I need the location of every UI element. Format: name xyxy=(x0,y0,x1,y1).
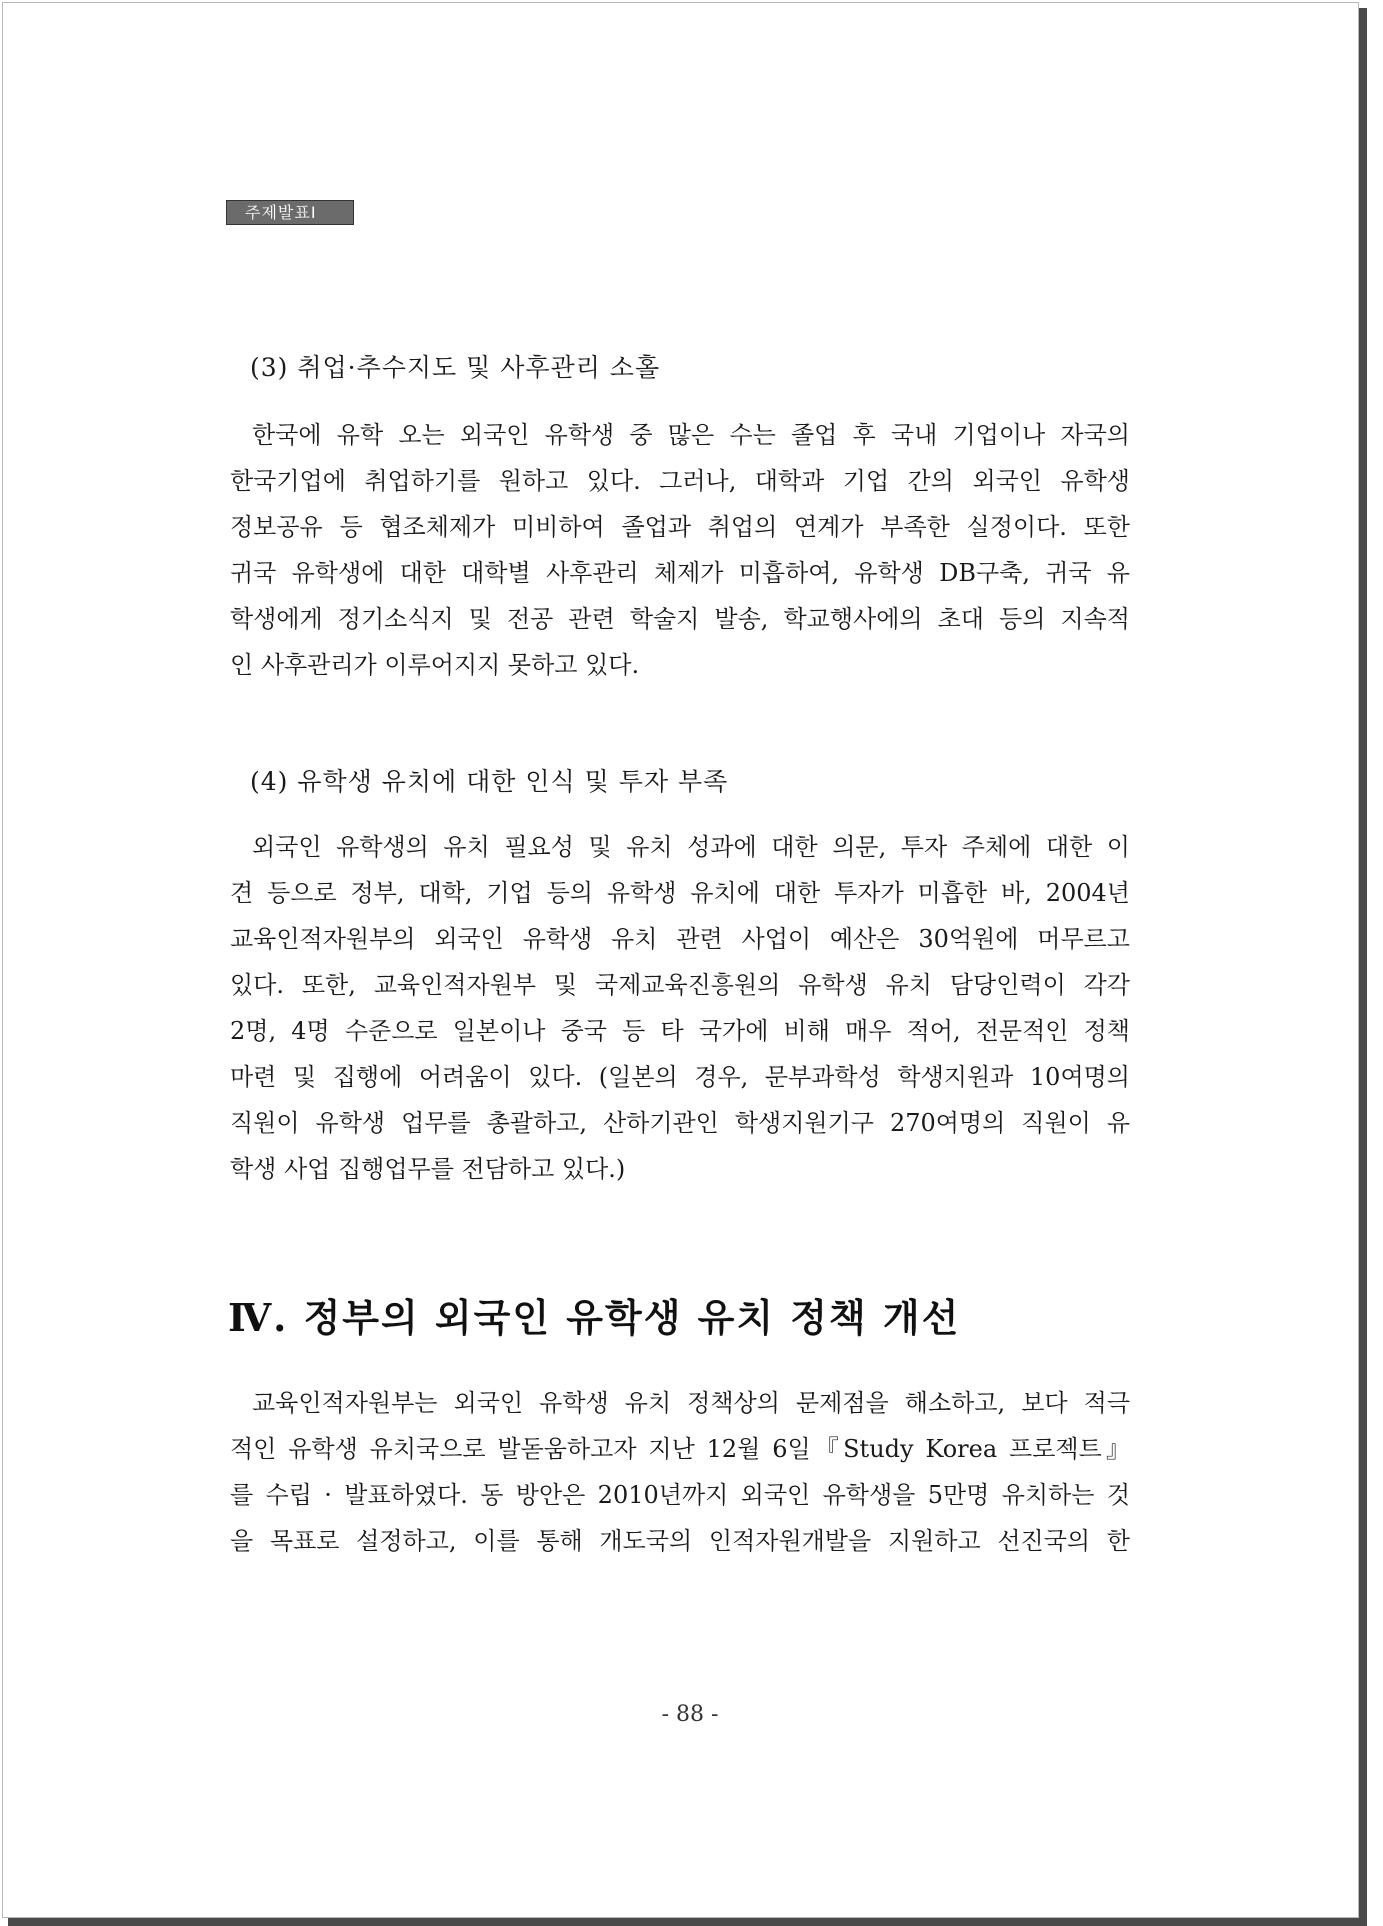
paragraph-line: 마련 및 집행에 어려움이 있다. (일본의 경우, 문부과학성 학생지원과 10여명의 xyxy=(230,1063,1130,1091)
paragraph-line: 직원이 유학생 업무를 총괄하고, 산하기관인 학생지원기구 270여명의 직원이 유 xyxy=(230,1109,1130,1137)
paragraph-line: 외국인 유학생의 유치 필요성 및 유치 성과에 대한 의문, 투자 주체에 대한 이 xyxy=(252,833,1130,861)
subsection-4-paragraph xyxy=(230,824,1130,1192)
paragraph-line: 귀국 유학생에 대한 대학별 사후관리 체제가 미흡하여, 유학생 DB구축, 귀국 유 xyxy=(230,559,1130,587)
paragraph-line: 2명, 4명 수준으로 일본이나 중국 등 타 국가에 비해 매우 적어, 전문적인 정책 xyxy=(230,1017,1130,1045)
subsection-3-heading: (3) 취업·추수지도 및 사후관리 소홀 xyxy=(250,353,661,382)
section-4-paragraph xyxy=(230,1380,1130,1564)
section-4-title: Ⅳ. 정부의 외국인 유학생 유치 정책 개선 xyxy=(228,1295,961,1340)
subsection-3-paragraph xyxy=(230,412,1130,688)
paragraph-line: 정보공유 등 협조체제가 미비하여 졸업과 취업의 연계가 부족한 실정이다. 또한 xyxy=(230,513,1130,541)
paragraph-line: 를 수립 · 발표하였다. 동 방안은 2010년까지 외국인 유학생을 5만명 유치하는 것 xyxy=(230,1481,1130,1509)
page-number: - 88 - xyxy=(661,1702,719,1727)
paragraph-line: 인 사후관리가 이루어지지 못하고 있다. xyxy=(230,651,640,679)
paragraph-line: 을 목표로 설정하고, 이를 통해 개도국의 인적자원개발을 지원하고 선진국의 한 xyxy=(230,1527,1130,1555)
paragraph-line: 적인 유학생 유치국으로 발돋움하고자 지난 12월 6일『Study Korea 프로젝트』 xyxy=(230,1435,1130,1463)
paragraph-line: 있다. 또한, 교육인적자원부 및 국제교육진흥원의 유학생 유치 담당인력이 각각 xyxy=(230,971,1130,999)
paragraph-line: 교육인적자원부는 외국인 유학생 유치 정책상의 문제점을 해소하고, 보다 적극 xyxy=(252,1389,1130,1417)
page-shadow-bottom xyxy=(8,1918,1367,1926)
subsection-4-heading: (4) 유학생 유치에 대한 인식 및 투자 부족 xyxy=(250,767,729,796)
paragraph-line: 견 등으로 정부, 대학, 기업 등의 유학생 유치에 대한 투자가 미흡한 바, 2004년 xyxy=(230,879,1130,907)
paragraph-line: 학생에게 정기소식지 및 전공 관련 학술지 발송, 학교행사에의 초대 등의 지속적 xyxy=(230,605,1130,633)
paragraph-line: 교육인적자원부의 외국인 유학생 유치 관련 사업이 예산은 30억원에 머무르고 xyxy=(230,925,1130,953)
paragraph-line: 한국에 유학 오는 외국인 유학생 중 많은 수는 졸업 후 국내 기업이나 자국의 xyxy=(252,421,1130,449)
paragraph-line: 학생 사업 집행업무를 전담하고 있다.) xyxy=(230,1155,626,1183)
page-shadow-right xyxy=(1359,8,1367,1922)
paragraph-line: 한국기업에 취업하기를 원하고 있다. 그러나, 대학과 기업 간의 외국인 유학생 xyxy=(230,467,1130,495)
section-header-tag: 주제발표Ⅰ xyxy=(226,200,354,225)
